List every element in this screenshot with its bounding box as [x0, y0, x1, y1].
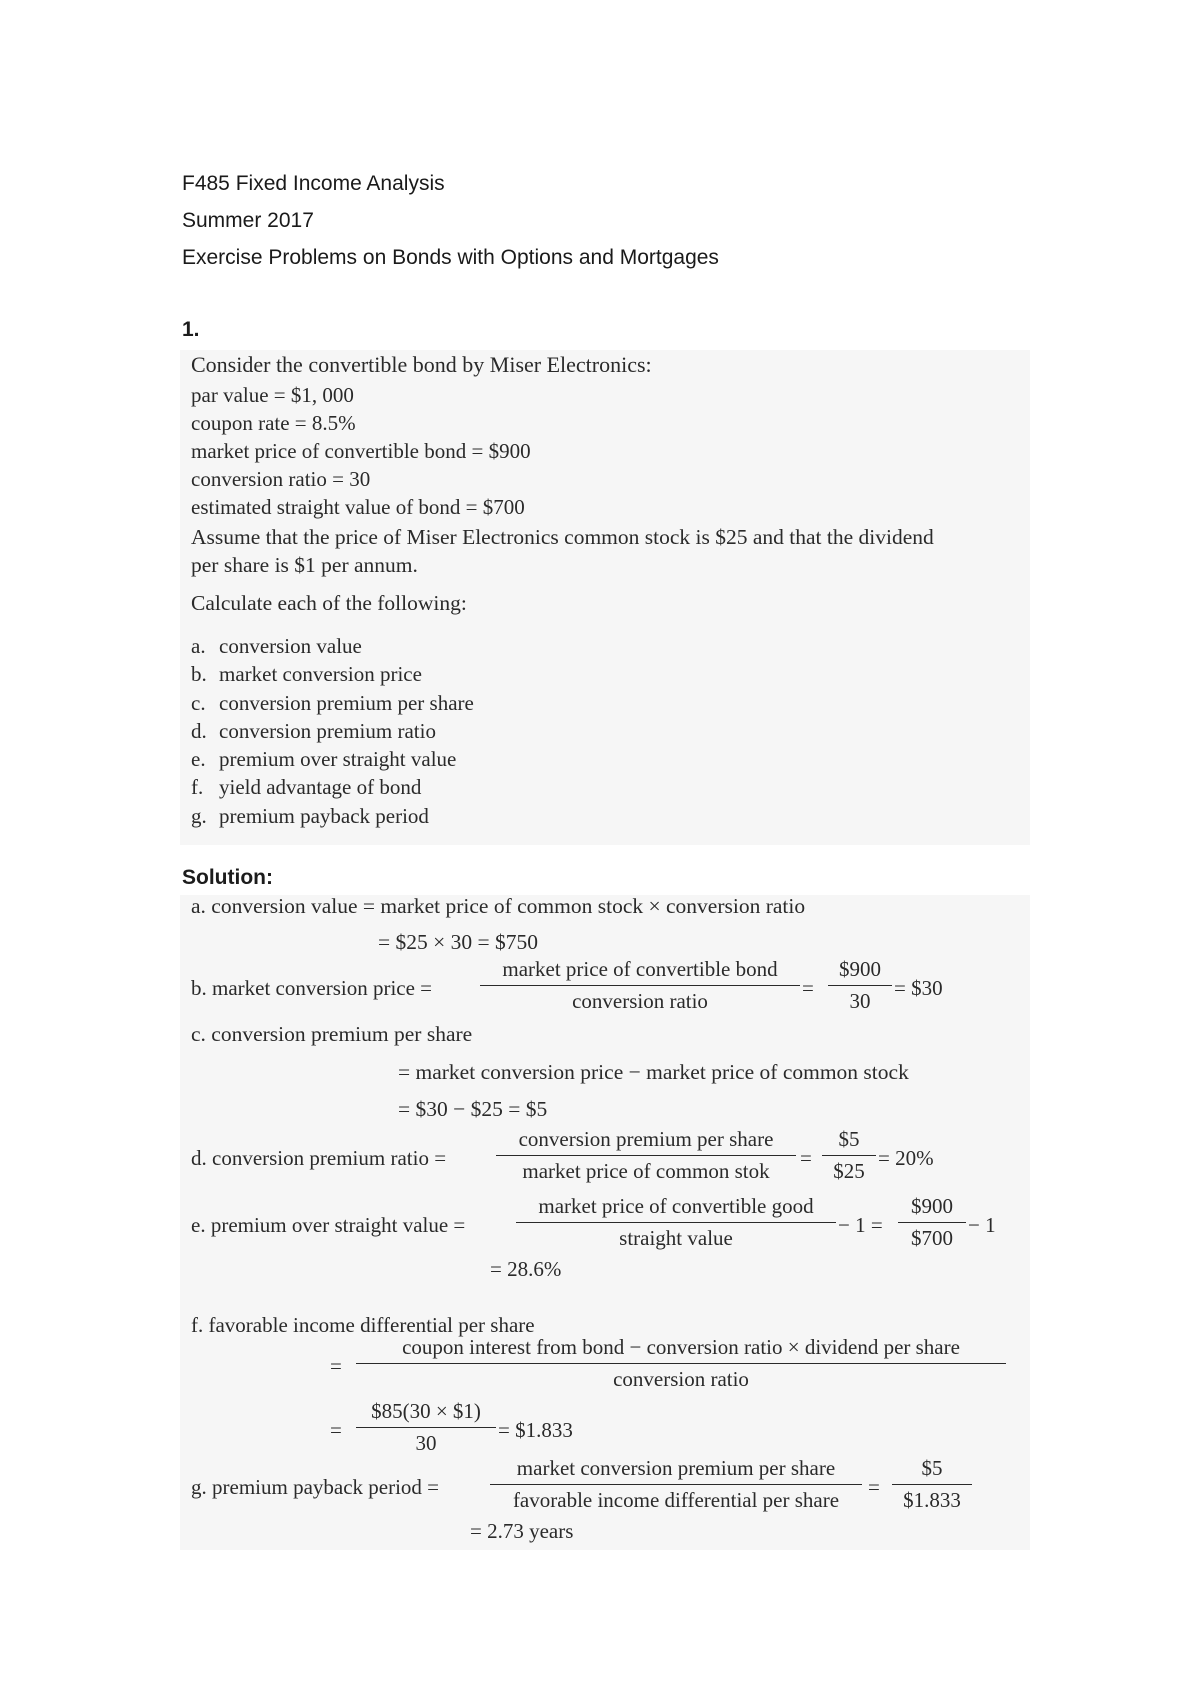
solution-e-lhs: e. premium over straight value = — [191, 1213, 466, 1237]
fraction-denominator: $25 — [833, 1159, 865, 1183]
solution-g-fraction-1 — [490, 1456, 862, 1513]
given-market-price: market price of convertible bond = $900 — [191, 439, 531, 463]
fraction-numerator: conversion premium per share — [518, 1127, 774, 1151]
given-coupon-rate: coupon rate = 8.5% — [191, 411, 356, 435]
fraction-denominator: market price of common stok — [522, 1159, 770, 1183]
solution-e-fraction-1 — [516, 1194, 836, 1251]
fraction-denominator: conversion ratio — [613, 1367, 749, 1391]
document-title: Exercise Problems on Bonds with Options and Mortgages — [182, 246, 719, 269]
solution-b-fraction-1 — [480, 957, 800, 1014]
solution-g-lhs: g. premium payback period = — [191, 1475, 440, 1499]
item-text: market conversion price — [219, 662, 422, 687]
solution-e-fraction-2 — [898, 1194, 966, 1251]
list-item — [191, 660, 474, 688]
fraction-denominator: $700 — [911, 1226, 953, 1250]
solution-e-line-2: = 28.6% — [490, 1257, 562, 1281]
fraction-numerator: market price of convertible bond — [502, 957, 778, 981]
solution-f-eq-1: = — [330, 1354, 342, 1378]
item-label: e. — [191, 747, 206, 772]
item-label: f. — [191, 775, 204, 800]
list-item — [191, 802, 474, 830]
solution-e-tail: − 1 — [968, 1213, 996, 1237]
item-text: conversion premium per share — [219, 690, 474, 715]
item-list — [191, 632, 474, 830]
fraction-bar — [356, 1363, 1006, 1364]
solution-d-result: = 20% — [878, 1146, 934, 1170]
fraction-numerator: $85(30 × $1) — [371, 1399, 481, 1423]
fraction-denominator: 30 — [849, 989, 871, 1013]
item-text: conversion value — [219, 634, 362, 658]
solution-d-lhs: d. conversion premium ratio = — [191, 1146, 447, 1170]
list-item — [191, 689, 474, 717]
given-par-value: par value = $1, 000 — [191, 383, 354, 407]
fraction-bar — [892, 1484, 972, 1485]
fraction-bar — [898, 1222, 966, 1223]
fraction-denominator: $1.833 — [903, 1488, 961, 1512]
item-label: g. — [191, 803, 207, 828]
solution-d-eq: = — [800, 1146, 812, 1170]
item-label: c. — [191, 690, 206, 715]
assumption-line-2: per share is $1 per annum. — [191, 553, 418, 577]
solution-a-line-1: a. conversion value = market price of common stock × conversion ratio — [191, 894, 806, 918]
fraction-numerator: $5 — [921, 1456, 943, 1480]
item-text: conversion premium ratio — [219, 718, 436, 743]
fraction-numerator: market price of convertible good — [538, 1194, 814, 1218]
list-item — [191, 745, 474, 773]
fraction-denominator: 30 — [415, 1431, 437, 1455]
list-item — [191, 632, 474, 660]
solution-d-fraction-1 — [496, 1127, 796, 1184]
fraction-bar — [516, 1222, 836, 1223]
calc-prompt: Calculate each of the following: — [191, 591, 467, 615]
fraction-denominator: conversion ratio — [572, 989, 708, 1013]
list-item — [191, 773, 474, 801]
solution-f-eq-2: = — [330, 1418, 342, 1442]
item-text: yield advantage of bond — [219, 775, 422, 800]
fraction-numerator: market conversion premium per share — [516, 1456, 836, 1480]
solution-b-fraction-2 — [828, 957, 892, 1014]
given-conversion-ratio: conversion ratio = 30 — [191, 467, 371, 491]
solution-d-fraction-2 — [822, 1127, 876, 1184]
term-label: Summer 2017 — [182, 209, 314, 232]
solution-e-mid: − 1 = — [838, 1213, 883, 1237]
problem-intro: Consider the convertible bond by Miser Electronics: — [191, 352, 652, 377]
item-label: a. — [191, 634, 206, 658]
list-item — [191, 717, 474, 745]
fraction-bar — [828, 985, 892, 986]
solution-f-fraction-2 — [356, 1399, 496, 1456]
fraction-denominator: straight value — [619, 1226, 733, 1250]
fraction-bar — [480, 985, 800, 986]
item-label: d. — [191, 718, 207, 743]
fraction-bar — [356, 1427, 496, 1428]
fraction-numerator: coupon interest from bond − conversion ratio × dividend per share — [402, 1335, 960, 1359]
solution-b-result: = $30 — [894, 976, 943, 1000]
fraction-denominator: favorable income differential per share — [512, 1488, 840, 1512]
solution-g-eq: = — [868, 1475, 880, 1499]
assumption-line-1: Assume that the price of Miser Electronics common stock is $25 and that the dividend — [191, 525, 934, 549]
solution-b-lhs: b. market conversion price = — [191, 976, 433, 1000]
solution-a-line-2: = $25 × 30 = $750 — [378, 930, 539, 954]
fraction-numerator: $900 — [839, 957, 881, 981]
item-text: premium over straight value — [219, 747, 457, 772]
solution-c-line-1: c. conversion premium per share — [191, 1022, 473, 1046]
solution-f-result: = $1.833 — [498, 1418, 573, 1442]
course-title: F485 Fixed Income Analysis — [182, 172, 445, 195]
solution-g-line-2: = 2.73 years — [470, 1519, 574, 1543]
fraction-bar — [490, 1484, 862, 1485]
item-text: premium payback period — [219, 803, 429, 828]
problem-number: 1. — [182, 318, 200, 341]
solution-heading: Solution: — [182, 866, 273, 889]
fraction-bar — [822, 1155, 876, 1156]
given-straight-value: estimated straight value of bond = $700 — [191, 495, 525, 519]
solution-f-fraction-1 — [356, 1335, 1006, 1392]
solution-f-line-1: f. favorable income differential per share — [191, 1313, 535, 1337]
solution-g-fraction-2 — [892, 1456, 972, 1513]
fraction-bar — [496, 1155, 796, 1156]
fraction-numerator: $900 — [911, 1194, 953, 1218]
solution-c-line-2: = market conversion price − market price of common stock — [398, 1060, 909, 1084]
fraction-numerator: $5 — [838, 1127, 860, 1151]
item-label: b. — [191, 662, 207, 687]
solution-b-eq: = — [802, 976, 814, 1000]
solution-c-line-3: = $30 − $25 = $5 — [398, 1097, 548, 1121]
